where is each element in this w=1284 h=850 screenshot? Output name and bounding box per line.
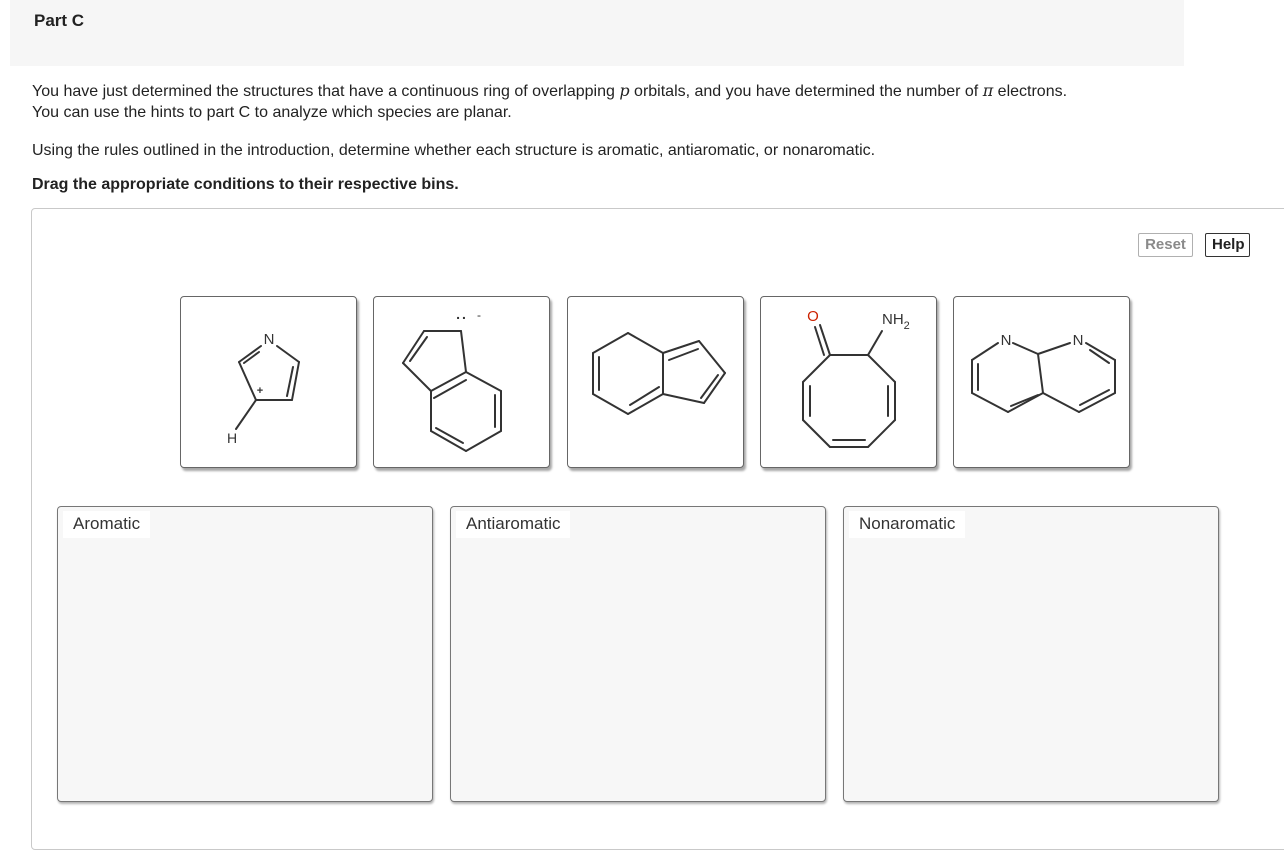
bin-antiaromatic[interactable]: [450, 506, 826, 802]
part-title: Part C: [34, 11, 85, 30]
pentalene-benzo-structure: [568, 297, 745, 469]
charge-label: +: [256, 385, 264, 397]
pyrrole-cation-structure: [181, 297, 358, 469]
atom-n-label: N: [263, 331, 275, 348]
naphthyridine-structure: [954, 297, 1131, 469]
help-button[interactable]: Help: [1205, 233, 1250, 257]
part-header: [10, 0, 1184, 66]
instruction-text: You have just determined the structures that have a continuous ring of overlapping: [32, 83, 620, 100]
bin-aromatic[interactable]: [57, 506, 433, 802]
structure-tile-cyclooctatetraene-amide[interactable]: [760, 296, 937, 468]
bin-label: Antiaromatic: [456, 511, 570, 538]
instruction-text: electrons.: [993, 83, 1068, 100]
cyclooctatetraene-amide-structure: [761, 297, 938, 469]
structure-tile-pentalene-benzo[interactable]: [567, 296, 744, 468]
charge-label: -: [477, 308, 481, 322]
structure-tile-pyrrole-cation[interactable]: [180, 296, 357, 468]
pi-symbol: π: [982, 81, 994, 100]
bin-label: Aromatic: [63, 511, 150, 538]
rules-paragraph: Using the rules outlined in the introduction, determine whether each structure is aromatic, antiaromatic, or nonaromatic.: [32, 142, 876, 159]
lone-pair-label: ..: [456, 306, 468, 322]
amine-group-label: $NH_2$: [882, 311, 910, 332]
atom-o-label: O: [807, 308, 819, 325]
p-symbol: p: [619, 81, 630, 100]
instructions-paragraph: [32, 80, 1232, 123]
reset-button[interactable]: Reset: [1138, 233, 1193, 257]
instruction-text: orbitals, and you have determined the number of: [629, 83, 983, 100]
instruction-text: You can use the hints to part C to analyze which species are planar.: [32, 104, 512, 121]
atom-h-label: H: [226, 430, 238, 446]
atom-n2-label: N: [1072, 332, 1084, 349]
bin-nonaromatic[interactable]: [843, 506, 1219, 802]
structure-tile-naphthyridine[interactable]: [953, 296, 1130, 468]
drag-instruction: Drag the appropriate conditions to their respective bins.: [32, 176, 459, 193]
indenyl-anion-structure: [374, 297, 551, 469]
structure-tile-indenyl-anion[interactable]: [373, 296, 550, 468]
atom-n1-label: N: [1000, 332, 1012, 349]
bin-label: Nonaromatic: [849, 511, 965, 538]
